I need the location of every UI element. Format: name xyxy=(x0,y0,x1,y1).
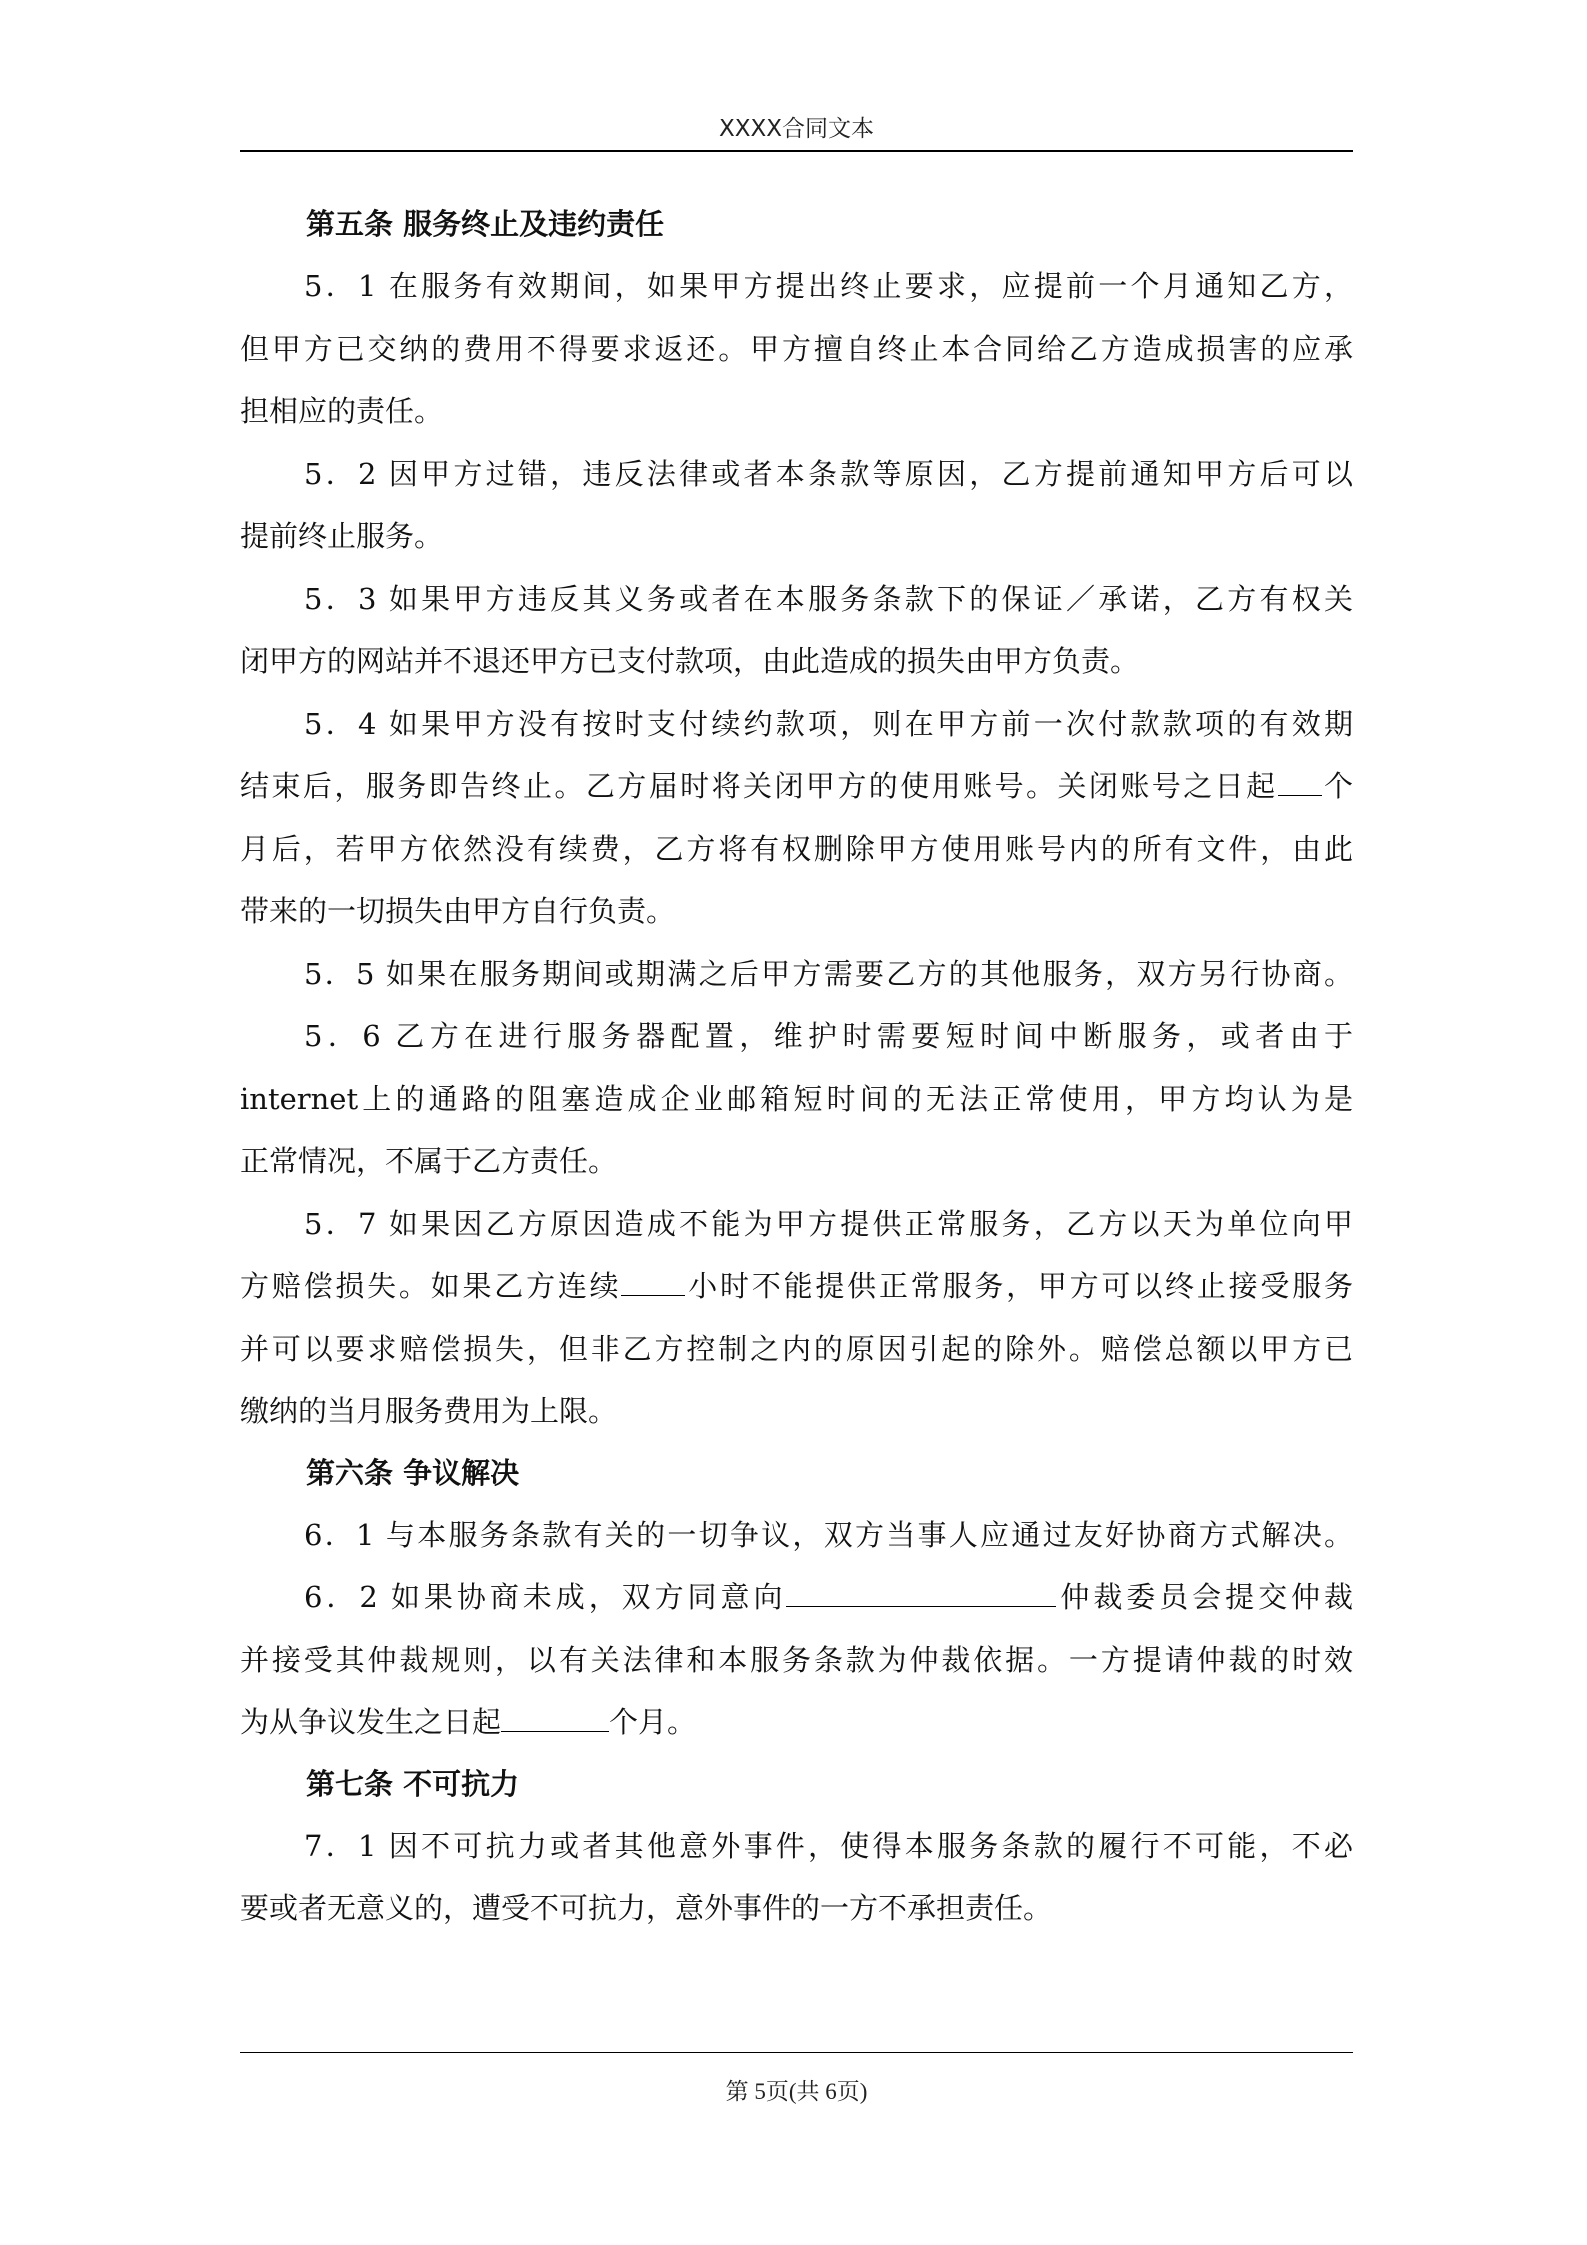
page-number: 第 5页(共 6页) xyxy=(725,2079,868,2104)
text-fragment: 为从争议发生之日起 xyxy=(240,1705,502,1739)
article-6-heading: 第六条 争议解决 xyxy=(306,1455,520,1490)
text-line xyxy=(240,755,1353,818)
text-line xyxy=(240,1691,1353,1754)
text-line: 月后，若甲方依然没有续费，乙方将有权删除甲方使用账号内的所有文件，由此 xyxy=(240,831,1353,866)
text-line: 并可以要求赔偿损失，但非乙方控制之内的原因引起的除外。赔偿总额以甲方已 xyxy=(240,1331,1353,1366)
text-line xyxy=(240,1255,1353,1318)
fill-in-blank xyxy=(1278,765,1322,796)
text-line: 缴纳的当月服务费用为上限。 xyxy=(240,1394,618,1428)
text-line: 但甲方已交纳的费用不得要求返还。甲方擅自终止本合同给乙方造成损害的应承 xyxy=(240,331,1353,366)
text-line: 要或者无意义的，遭受不可抗力，意外事件的一方不承担责任。 xyxy=(240,1891,1053,1925)
text-line: 5．5 如果在服务期间或期满之后甲方需要乙方的其他服务，双方另行协商。 xyxy=(304,956,1353,991)
header-title: XXXX合同文本 xyxy=(718,116,875,142)
text-fragment: 结束后，服务即告终止。乙方届时将关闭甲方的使用账号。关闭账号之日起 xyxy=(240,769,1278,803)
article-5-heading: 第五条 服务终止及违约责任 xyxy=(306,207,665,241)
text-line: 并接受其仲裁规则，以有关法律和本服务条款为仲裁依据。一方提请仲裁的时效 xyxy=(240,1642,1353,1677)
clause-5-3 xyxy=(240,568,1353,693)
fill-in-blank xyxy=(501,1701,609,1732)
text-line: 6．1 与本服务条款有关的一切争议，双方当事人应通过友好协商方式解决。 xyxy=(304,1517,1353,1552)
text-line: 闭甲方的网站并不退还甲方已支付款项，由此造成的损失由甲方负责。 xyxy=(240,644,1140,678)
text-line: 7．1 因不可抗力或者其他意外事件，使得本服务条款的履行不可能，不必 xyxy=(304,1828,1353,1863)
article-7-heading: 第七条 不可抗力 xyxy=(306,1766,520,1801)
fill-in-blank xyxy=(621,1265,685,1296)
text-fragment: 个月。 xyxy=(609,1705,697,1739)
clause-7-1 xyxy=(240,1815,1353,1940)
text-fragment: 方赔偿损失。如果乙方连续 xyxy=(240,1269,622,1303)
text-line: 5．2 因甲方过错，违反法律或者本条款等原因，乙方提前通知甲方后可以 xyxy=(304,456,1353,491)
text-line: 5．4 如果甲方没有按时支付续约款项，则在甲方前一次付款款项的有效期 xyxy=(304,706,1353,741)
text-line: 5．3 如果甲方违反其义务或者在本服务条款下的保证／承诺，乙方有权关 xyxy=(304,581,1353,616)
text-line xyxy=(240,1566,1353,1629)
text-fragment: 个 xyxy=(1321,769,1353,803)
text-line: internet上的通路的阻塞造成企业邮箱短时间的无法正常使用，甲方均认为是 xyxy=(240,1081,1353,1116)
clause-5-7 xyxy=(240,1193,1353,1443)
text-fragment: 仲裁委员会提交仲裁 xyxy=(1056,1580,1353,1614)
clause-5-2 xyxy=(240,443,1353,568)
text-line: 提前终止服务。 xyxy=(240,519,444,553)
text-line: 5．1 在服务有效期间，如果甲方提出终止要求，应提前一个月通知乙方， xyxy=(304,269,1353,303)
clause-5-1 xyxy=(240,255,1353,443)
page-header xyxy=(240,108,1353,152)
clause-5-6 xyxy=(240,1005,1353,1193)
text-line: 5．7 如果因乙方原因造成不能为甲方提供正常服务，乙方以天为单位向甲 xyxy=(304,1206,1353,1241)
clause-6-1 xyxy=(240,1504,1353,1567)
clause-5-5 xyxy=(240,943,1353,1006)
clause-5-4 xyxy=(240,693,1353,943)
text-fragment: 6．2 如果协商未成，双方同意向 xyxy=(304,1580,787,1614)
document-body xyxy=(240,194,1353,1940)
fill-in-blank xyxy=(786,1576,1056,1607)
text-line: 5．6 乙方在进行服务器配置，维护时需要短时间中断服务，或者由于 xyxy=(304,1019,1353,1053)
text-line: 正常情况，不属于乙方责任。 xyxy=(240,1144,618,1178)
text-fragment: 小时不能提供正常服务，甲方可以终止接受服务 xyxy=(685,1269,1353,1303)
page-footer xyxy=(240,2052,1353,2106)
clause-6-2 xyxy=(240,1566,1353,1754)
text-line: 带来的一切损失由甲方自行负责。 xyxy=(240,894,676,928)
text-line: 担相应的责任。 xyxy=(240,394,444,428)
